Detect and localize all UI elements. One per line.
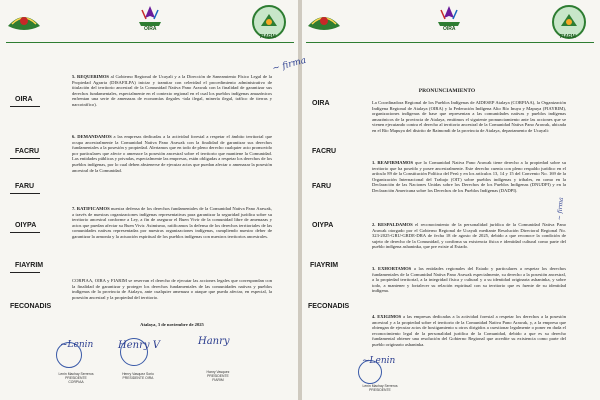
side-divider bbox=[10, 272, 40, 273]
item-4-text: a las empresas dedicadas a la actividad forestal a respetar los derechos a la posesión ancestral y a la propiedad sobre el territorio de la Comunidad Nativa Pano Arawak, y, a la empresa que obtengan de ejecutar actos de hostigamiento u otros dirigidos a cuestionar legalmente o poner en duda el reconocimiento legal de la personalidad jurídica de la Comunidad, debido a que es su derecho fundamental obtener una resolución del Gobierno Regional que acredite su existencia como parte del pueblo originario ashaninka. bbox=[372, 314, 566, 347]
side-tag-oiypa: OIYPA bbox=[15, 222, 37, 229]
side-tag-facru: FACRU bbox=[15, 148, 40, 155]
item-4-lead: 4. EXIGIMOS bbox=[372, 314, 402, 319]
item-4 bbox=[372, 314, 566, 348]
paragraph-7 bbox=[72, 206, 272, 240]
paragraph-7-lead: 7. RATIFICAMOS bbox=[72, 206, 110, 211]
document-page-left bbox=[0, 0, 298, 400]
signature-corpiaa-name bbox=[350, 384, 410, 392]
signature-corpiaa-name-text: Lenin Machay Serreros bbox=[58, 372, 94, 376]
handwritten-vertical-annotation: ~ firma bbox=[556, 197, 565, 221]
signature-oira-name bbox=[108, 372, 168, 380]
side-tag-faru: FARU bbox=[15, 183, 35, 190]
paragraph-5-text: al Gobierno Regional de Ucayali y a la Dirección de Saneamiento Físico Legal de la Propiedad Agraria (DISAFILPA) iniciar y tramitar con celeridad el procedimiento administrativo de titulación del territorio ancestral de la Comunidad Nativa Pano Arawak con la finalidad de garantizar sus derechos fundamentales, especialmente en el contexto regional en el cual los pueblos indígenas amazónicos enfrentan una serie de amenazas de economías ilegales -tala ilegal, minería ilegal, tráfico de tierras y narcotráfico). bbox=[72, 74, 272, 107]
signature-corpiaa-role: PRESIDENTE bbox=[369, 388, 391, 392]
document-heading: PRONUNCIAMIENTO bbox=[418, 88, 476, 94]
side-tag-facru: FACRU bbox=[312, 148, 337, 155]
signature-oira-name-text: Henry Vasquez Sorio bbox=[122, 372, 154, 376]
paragraph-5-lead: 5. REQUERIMOS bbox=[72, 74, 109, 79]
item-1-lead: 1. REAFIRMAMOS bbox=[372, 160, 414, 165]
side-tag-faru: FARU bbox=[312, 183, 332, 190]
item-2 bbox=[372, 222, 566, 250]
paragraph-6-text: a las empresas dedicadas a la actividad forestal a respetar el ámbito territorial que ocupa ancestralmente la Comunidad Nativa Pano Arawak con la finalidad de garantizar sus derechos fundamentales a la posesión y propiedad. Alertamos que en todo de pleno derecho cualquier acto promovido por particulares que afecte o amenace la posesión ancestral sobre el territorio que mantiene la Comunidad. Las entidades públicas y privadas, especialmente las empresas, están obligadas a respetar los derechos de los pueblos indígenas, por lo cual deben abstenerse de ejecutar actos que puedan afectar o amenazar la posesión ancestral de la Comunidad. bbox=[72, 134, 272, 173]
signature-fiarim-name-text: Hanry Vasquez bbox=[206, 370, 230, 374]
side-tag-fiayrim: FIAYRIM bbox=[15, 262, 44, 269]
signature-fiarim-role: PRESIDENTE bbox=[207, 374, 229, 378]
header-divider bbox=[306, 42, 594, 43]
signature-corpiaa: ~Lenin bbox=[362, 356, 396, 366]
fiarm-logo-label: FIARM bbox=[260, 34, 276, 40]
signature-corpiaa-role: PRESIDENTE bbox=[65, 376, 87, 380]
signature-oira-role: PRESIDENTE OIRA bbox=[122, 376, 154, 380]
item-1-text: que la Comunidad Nativa Pano Arawak tiene derecho a la propiedad sobre su territorio que ha poseído y posee ancestralmente. Este derecho cuenta con pleno respaldo jurídico en el artículo 89 de la Constitución Política del Perú y en los artículos 13, 14 y 15 del Convenio No. 169 de la Organización Internacional del Trabajo (OIT) sobre pueblos indígenas y tribales, en como en la Declaración de las Naciones Unidas sobre los Derechos de los Pueblos Indígenas (DNUDPI) y en la Declaración Americana sobre los Derechos de los Pueblos Indígenas (DADPI). bbox=[372, 160, 567, 193]
item-3 bbox=[372, 266, 566, 294]
document-date: Atalaya, 3 de noviembre de 2025 bbox=[140, 322, 204, 327]
paragraph-5 bbox=[72, 74, 272, 108]
side-divider bbox=[10, 158, 40, 159]
item-3-text: a las entidades regionales del Estado y particulares a respetar los derechos fundamentales de la Comunidad Nativa Pano Arawak especialmente, su derecho a la posesión ancestral, a la propiedad territorial, a la integridad física y cultural y a su identidad originaria ashaninka, y sobre todo, a mantener y fortalecer su relación espiritual con su territorio que es fuente de su identidad indígena. bbox=[372, 266, 566, 294]
signature-fiarim: Hanry bbox=[198, 336, 230, 347]
side-divider bbox=[10, 193, 40, 194]
signature-fiarim-org: FIARIM bbox=[212, 378, 224, 382]
side-divider bbox=[10, 232, 40, 233]
signature-fiarim-name bbox=[188, 370, 248, 382]
corpiaa-logo bbox=[306, 6, 342, 36]
document-page-right bbox=[271, 0, 600, 400]
fiarm-logo-label: FIARM bbox=[560, 34, 576, 40]
side-tag-fiayrim: FIAYRIM bbox=[310, 262, 339, 269]
paragraph-7-text: nuestra defensa de los derechos fundamentales de la Comunidad Nativa Pano Arawak, a través de nuestras organizaciones indígenas representativas para garantizar la seguridad jurídica sobre su territorio ancestral conforme a Ley, a fin de asegurar el Buen Vivir de la comunidad libre de amenazas y actos que puedan afectar su Buen Vivir. Asimismo, ratificamos la defensa de los derechos territoriales de las comunidades nativas representadas por nuestras organizaciones indígenas, cumpliendo nuestro deber de garantizar la armonía y la actuación espiritual de los pueblos indígenas con nuestros territorios ancestrales. bbox=[72, 206, 272, 239]
fiarm-logo bbox=[548, 4, 590, 40]
side-tag-feconadis: FECONADIS bbox=[10, 303, 52, 310]
paragraph-6 bbox=[72, 134, 272, 173]
side-divider bbox=[10, 106, 40, 107]
signature-corpiaa-name-text: Lenin Machay Serreros bbox=[362, 384, 398, 388]
corpiaa-logo bbox=[6, 6, 42, 36]
oira-logo bbox=[432, 2, 466, 32]
item-1 bbox=[372, 160, 566, 194]
signature-corpiaa-name bbox=[46, 372, 106, 384]
oira-logo-label: OIRA bbox=[443, 26, 456, 32]
side-tag-feconadis: FECONADIS bbox=[308, 303, 350, 310]
intro-paragraph: La Coordinadora Regional de los Pueblos Indígenas de AIDESEP Atalaya (CORPIAA), la Organización Indígena Regional de Atalaya (OIRA) y la Federación Indígena Alto Río Inuya y Mapuya (FIAYRIM), organizaciones indígenas de base que representan a las comunidades nativas y pueblos indígenas amazónicos de la provincia de Atalaya, emitimos el siguiente pronunciamiento ante las acciones que se vienen ejecutando contra el derecho al territorio ancestral de la Comunidad Nativa Pano Arawak, ubicada en el Río Mapuya del distrito de Raimondi de la provincia de Atalaya, departamento de Ucayali: bbox=[372, 100, 566, 133]
item-3-lead: 3. EXHORTAMOS bbox=[372, 266, 412, 271]
side-tag-oira: OIRA bbox=[312, 100, 330, 107]
side-tag-oiypa: OIYPA bbox=[312, 222, 334, 229]
signature-corpiaa: ~Lenin bbox=[60, 340, 94, 350]
oira-logo bbox=[133, 2, 167, 32]
paragraph-6-lead: 6. DEMANDAMOS bbox=[72, 134, 112, 139]
item-2-lead: 2. RESPALDAMOS bbox=[372, 222, 413, 227]
header-divider bbox=[6, 42, 294, 43]
oira-logo-label: OIRA bbox=[144, 26, 157, 32]
side-tag-oira: OIRA bbox=[15, 96, 33, 103]
item-2-text: el reconocimiento de la personalidad jurídica de la Comunidad Nativa Pano Arawak otorgado por el Gobierno Regional de Ucayali mediante Resolución Directoral Regional No. 323-2025-GRU-GRDE-DRA de fecha 18 de agosto de 2025, debido a que reconoce la condición de sujeto de derecho de la Comunidad, y confirma su existencia física e identidad cultural como parte del pueblo indígena ashaninka, que pre existe al Estado. bbox=[372, 222, 566, 250]
signature-oira: Henry V bbox=[118, 340, 160, 351]
fiarm-logo bbox=[248, 4, 290, 40]
handwritten-margin-signature: ~ firma bbox=[271, 55, 308, 75]
signature-corpiaa-org: CORPIAA bbox=[68, 380, 84, 384]
closing-paragraph: CORPIAA, OIRA y FIARIM se reservan el derecho de ejecutar las acciones legales que correspondan con la finalidad de garantizar y proteger los derechos fundamentales de las comunidades nativas y pueblos indígenas de la provincia de Atalaya, ante cualquier amenaza o ataque que pueda afectar, en especial, la posesión ancestral y la propiedad del territorio. bbox=[72, 278, 272, 300]
